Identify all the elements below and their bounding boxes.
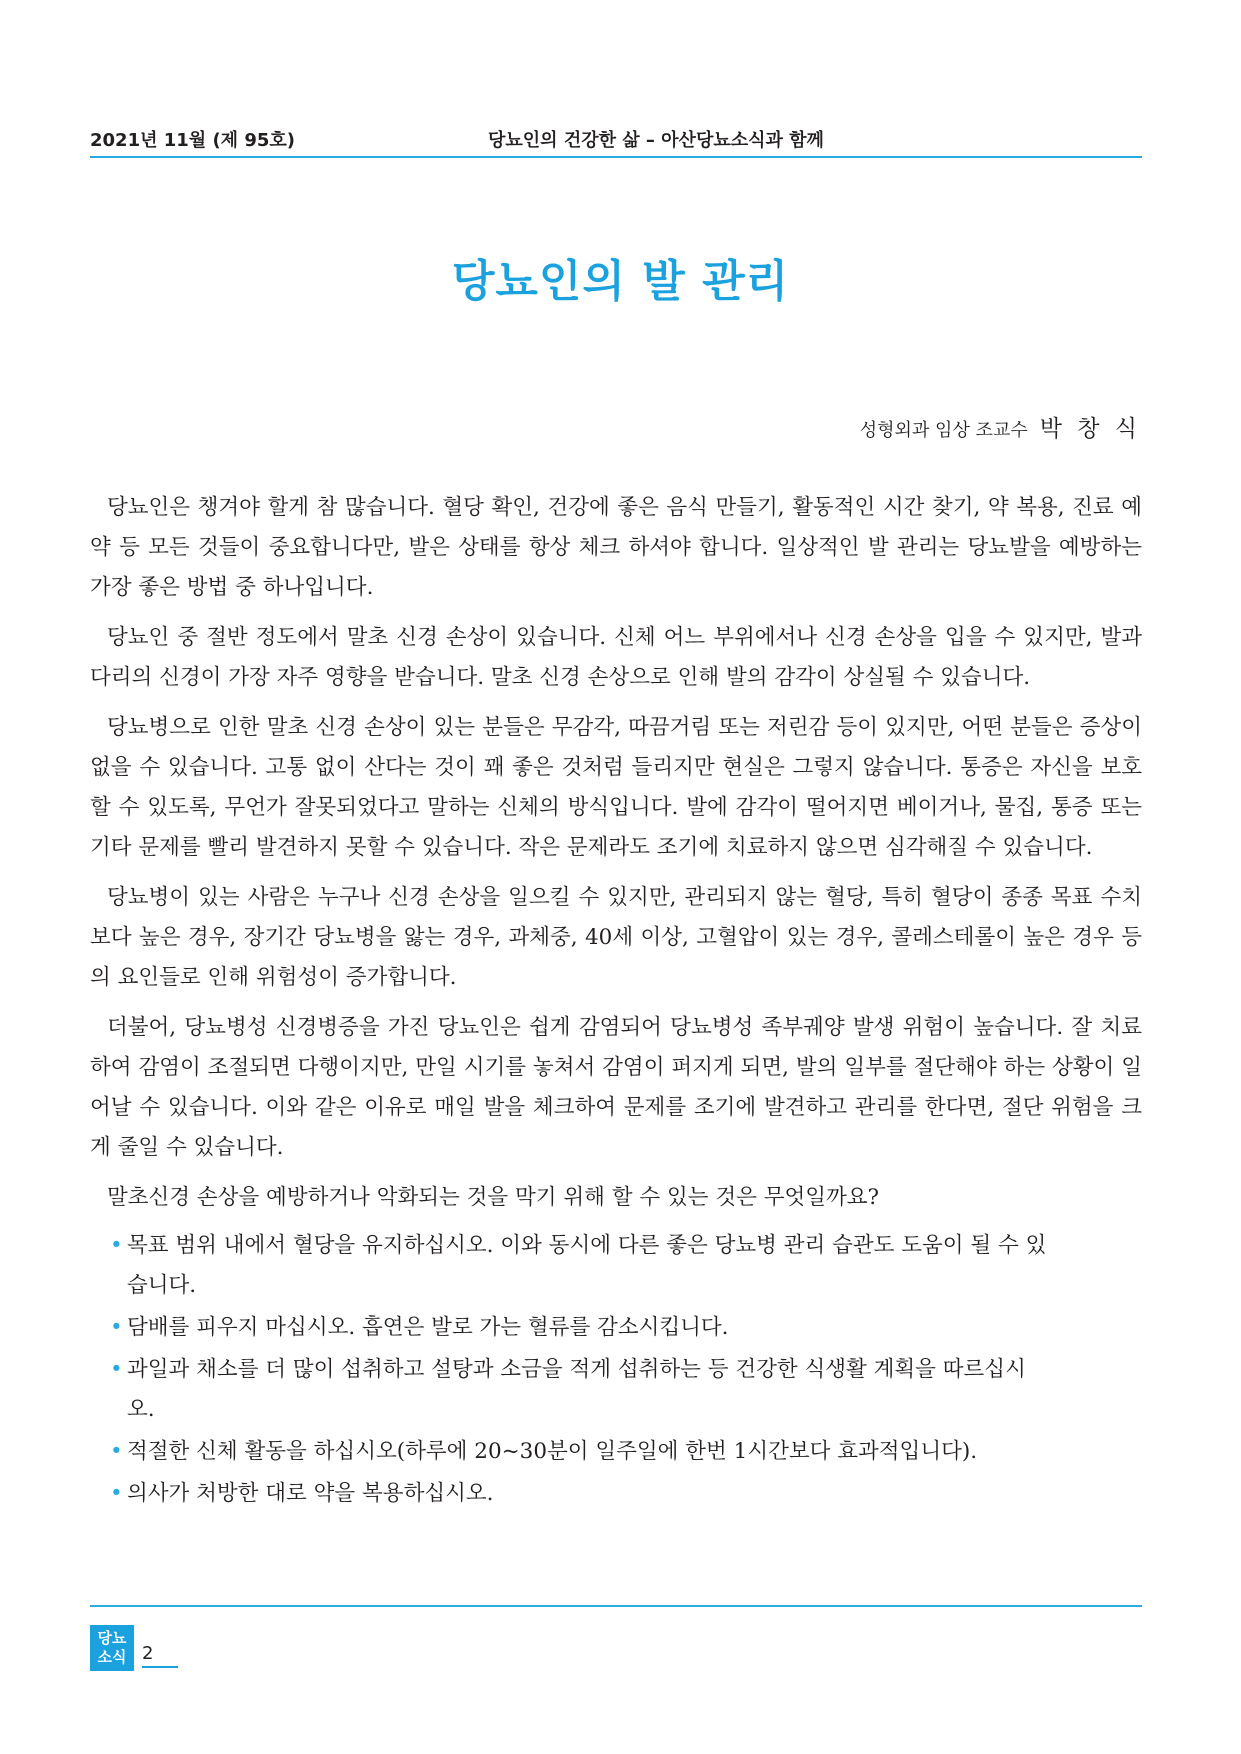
tip-text: 담배를 피우지 마십시오. 흡연은 발로 가는 혈류를 감소시킵니다. <box>127 1315 729 1340</box>
list-item <box>110 1350 1050 1430</box>
author-byline <box>860 410 1141 443</box>
list-item <box>110 1474 1050 1514</box>
paragraph-1: 당뇨인은 챙겨야 할게 참 많습니다. 혈당 확인, 건강에 좋은 음식 만들기, 활동적인 시간 찾기, 약 복용, 진료 예약 등 모든 것들이 중요합니다만, 발은 상태를 항상 체크 하셔야 합니다. 일상적인 발 관리는 당뇨발을 예방하는 가장 좋은 방법 중 하나입니다. <box>90 495 1142 600</box>
tips-list <box>90 1226 1050 1514</box>
issue-label: 2021년 11월 (제 95호) <box>90 130 295 151</box>
bullet-icon: • <box>110 1315 123 1340</box>
tip-text: 적절한 신체 활동을 하십시오(하루에 20~30분이 일주일에 한번 1시간보다 효과적입니다). <box>127 1439 978 1464</box>
list-item <box>110 1226 1050 1306</box>
bullet-icon: • <box>110 1357 123 1382</box>
author-role: 성형외과 임상 조교수 <box>859 420 1028 441</box>
page-header <box>90 126 1142 158</box>
article-body <box>90 488 1142 1516</box>
paragraph-3: 당뇨병으로 인한 말초 신경 손상이 있는 분들은 무감각, 따끔거림 또는 저린감 등이 있지만, 어떤 분들은 증상이 없을 수 있습니다. 고통 없이 산다는 것이 꽤 좋은 것처럼 들리지만 현실은 그렇지 않습니다. 통증은 자신을 보호 할 수 있도록, 무언가 잘못되었다고 말하는 신체의 방식입니다. 발에 감각이 떨어지면 베이거나, 물집, 통증 또는 기타 문제를 빨리 발견하지 못할 수 있습니다. 작은 문제라도 조기에 치료하지 않으면 심각해질 수 있습니다. <box>90 715 1142 860</box>
series-title: 당뇨인의 건강한 삶 – 아산당뇨소식과 함께 <box>488 130 824 151</box>
list-item <box>110 1308 1050 1348</box>
logo-line-1: 당뇨 <box>97 1629 127 1647</box>
article-title: 당뇨인의 발 관리 <box>451 256 790 307</box>
paragraph-4: 당뇨병이 있는 사람은 누구나 신경 손상을 일으킬 수 있지만, 관리되지 않는 혈당, 특히 혈당이 종종 목표 수치보다 높은 경우, 장기간 당뇨병을 앓는 경우, 과체중, 40세 이상, 고혈압이 있는 경우, 콜레스테롤이 높은 경우 등의 요인들로 인해 위험성이 증가합니다. <box>90 885 1142 990</box>
bullet-icon: • <box>110 1481 123 1506</box>
paragraph-5: 더불어, 당뇨병성 신경병증을 가진 당뇨인은 쉽게 감염되어 당뇨병성 족부궤양 발생 위험이 높습니다. 잘 치료하여 감염이 조절되면 다행이지만, 만일 시기를 놓쳐서 감염이 퍼지게 되면, 발의 일부를 절단해야 하는 상황이 일어날 수 있습니다. 이와 같은 이유로 매일 발을 체크하여 문제를 조기에 발견하고 관리를 한다면, 절단 위험을 크게 줄일 수 있습니다. <box>90 1015 1142 1160</box>
page-number: 2 <box>142 1643 178 1668</box>
footer-divider <box>90 1605 1142 1607</box>
author-name: 박 창 식 <box>1039 416 1141 442</box>
bullet-icon: • <box>110 1439 123 1464</box>
tip-text: 의사가 처방한 대로 약을 복용하십시오. <box>127 1481 494 1506</box>
bullet-icon: • <box>110 1233 123 1258</box>
list-item <box>110 1432 1050 1472</box>
newsletter-logo <box>90 1625 134 1671</box>
logo-line-2: 소식 <box>97 1648 127 1666</box>
paragraph-2: 당뇨인 중 절반 정도에서 말초 신경 손상이 있습니다. 신체 어느 부위에서나 신경 손상을 입을 수 있지만, 발과 다리의 신경이 가장 자주 영향을 받습니다. 말초 신경 손상으로 인해 발의 감각이 상실될 수 있습니다. <box>90 625 1142 690</box>
question-paragraph: 말초신경 손상을 예방하거나 악화되는 것을 막기 위해 할 수 있는 것은 무엇일까요? <box>107 1185 880 1210</box>
tip-text: 과일과 채소를 더 많이 섭취하고 설탕과 소금을 적게 섭취하는 등 건강한 식생활 계획을 따르십시오. <box>127 1357 1026 1422</box>
tip-text: 목표 범위 내에서 혈당을 유지하십시오. 이와 동시에 다른 좋은 당뇨병 관리 습관도 도움이 될 수 있습니다. <box>127 1233 1047 1298</box>
